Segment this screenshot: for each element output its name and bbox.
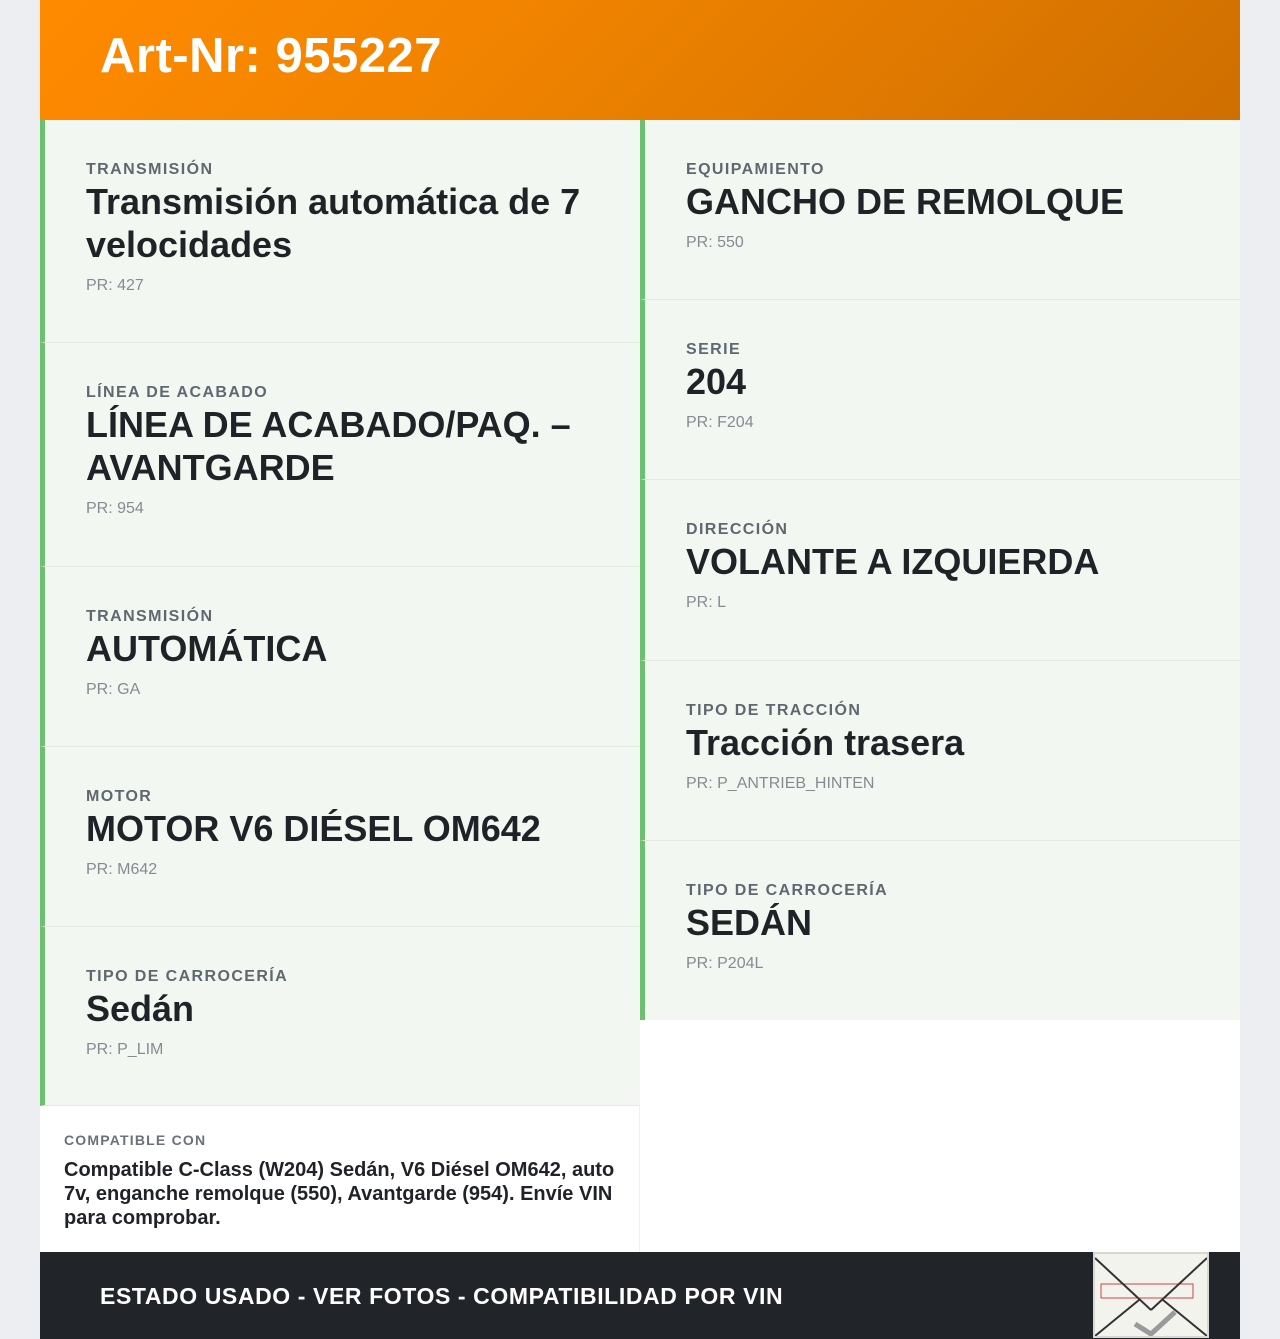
spec-label: TRANSMISIÓN [86,161,214,178]
spec-value: AUTOMÁTICA [86,628,328,669]
spec-pr-code: PR: 954 [86,500,144,517]
spec-cell [40,747,640,927]
spec-value: MOTOR V6 DIÉSEL OM642 [86,808,541,849]
compatibility-box [40,1106,640,1252]
spec-cell [640,120,1240,300]
spec-pr-code: PR: F204 [686,414,754,431]
part-label-photo-icon [1095,1254,1207,1336]
spec-cell [40,927,640,1106]
spec-cell [40,120,640,343]
footer-bar [40,1252,1240,1339]
spec-cell [640,480,1240,661]
spec-label: TIPO DE CARROCERÍA [86,968,289,985]
spec-pr-code: PR: M642 [86,861,158,878]
spec-label: EQUIPAMIENTO [686,161,825,178]
spec-pr-code: PR: P_ANTRIEB_HINTEN [686,775,875,792]
spec-cell [40,567,640,747]
spec-pr-code: PR: P204L [686,955,764,972]
product-card [40,0,1240,1339]
spec-label: TIPO DE TRACCIÓN [686,702,862,719]
spec-label: TIPO DE CARROCERÍA [686,882,889,899]
spec-pr-code: PR: L [686,594,727,611]
spec-value: Transmisión automática de 7 velocidades [86,181,581,265]
spec-value: Tracción trasera [686,722,965,763]
spec-value: Sedán [86,988,195,1029]
footer-text: ESTADO USADO - VER FOTOS - COMPATIBILIDAD POR VIN [100,1283,784,1309]
spec-label: TRANSMISIÓN [86,608,214,625]
spec-cell [640,300,1240,480]
article-number-title: Art-Nr: 955227 [100,29,442,83]
spec-label: LÍNEA DE ACABADO [86,384,269,401]
spec-value: 204 [686,361,747,402]
spec-pr-code: PR: 427 [86,277,144,294]
spec-column-right [640,120,1240,1020]
spec-value: VOLANTE A IZQUIERDA [686,541,1100,582]
compatibility-label: COMPATIBLE CON [64,1132,207,1148]
spec-column-left [40,120,640,1106]
spec-pr-code: PR: 550 [686,234,744,251]
spec-value: GANCHO DE REMOLQUE [686,181,1125,222]
spec-pr-code: PR: P_LIM [86,1041,164,1058]
spec-cell [640,661,1240,841]
spec-value: SEDÁN [686,902,813,943]
spec-label: DIRECCIÓN [686,521,789,538]
spec-pr-code: PR: GA [86,681,141,698]
part-label-photo-thumbnail[interactable] [1093,1252,1209,1338]
spec-label: SERIE [686,341,742,358]
header-banner [40,0,1240,120]
compatibility-text: Compatible C-Class (W204) Sedán, V6 Diésel OM642, auto 7v, enganche remolque (550), Avantgarde (954). Envíe VIN para comprobar. [64,1159,615,1229]
spec-cell [40,343,640,567]
spec-label: MOTOR [86,788,153,805]
spec-value: LÍNEA DE ACABADO/PAQ. – AVANTGARDE [86,404,571,488]
spec-cell [640,841,1240,1020]
